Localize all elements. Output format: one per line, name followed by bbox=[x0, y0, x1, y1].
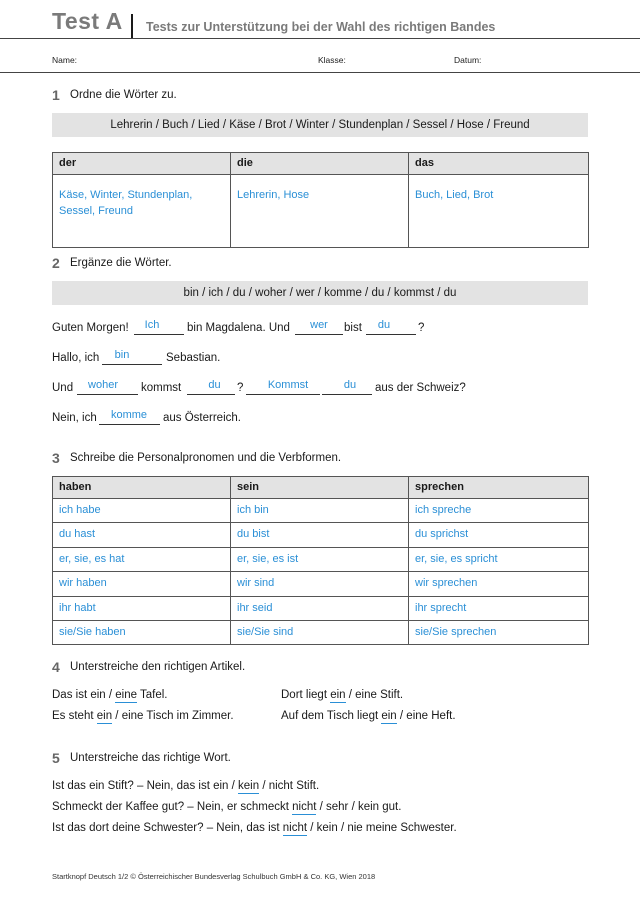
answer-das bbox=[409, 175, 589, 248]
fill-8: du bbox=[343, 379, 357, 391]
cell-sein: wir sind bbox=[231, 572, 409, 596]
t2-line1-text-b: bin Magdalena. Und bbox=[187, 322, 290, 334]
cell-sein: er, sie, es ist bbox=[231, 547, 409, 571]
cell-sprechen: wir sprechen bbox=[409, 572, 589, 596]
t4-sentence-2: Es steht ein / eine Tisch im Zimmer. bbox=[52, 710, 234, 722]
cell-sein: sie/Sie sind bbox=[231, 620, 409, 644]
task-4-instruction: Unterstreiche den richtigen Artikel. bbox=[70, 661, 246, 673]
cell-haben: ich habe bbox=[53, 499, 231, 523]
fill-2: wer bbox=[310, 319, 328, 331]
task-3-instruction: Schreibe die Personalpronomen und die Verbformen. bbox=[70, 452, 342, 464]
test-title: Test A bbox=[52, 8, 123, 34]
t2-line2-text-a: Hallo, ich bbox=[52, 352, 100, 364]
cell-haben: wir haben bbox=[53, 572, 231, 596]
cell-haben: du hast bbox=[53, 523, 231, 547]
table-row bbox=[53, 523, 589, 547]
blank-6[interactable] bbox=[187, 394, 235, 395]
class-label: Klasse: bbox=[318, 55, 346, 65]
fill-7: Kommst bbox=[267, 379, 309, 391]
table-row bbox=[53, 620, 589, 644]
selected-article[interactable]: ein bbox=[330, 689, 346, 701]
meta-rule bbox=[0, 72, 640, 73]
task-1-instruction: Ordne die Wörter zu. bbox=[70, 89, 177, 101]
header-der: der bbox=[53, 153, 231, 175]
blank-7[interactable] bbox=[246, 394, 320, 395]
header-sein: sein bbox=[231, 477, 409, 499]
table-row bbox=[53, 499, 589, 523]
blank-9[interactable] bbox=[99, 424, 160, 425]
header-rule bbox=[0, 38, 640, 39]
task-1-table bbox=[52, 152, 589, 248]
task-5-instruction: Unterstreiche das richtige Wort. bbox=[70, 752, 231, 764]
date-label: Datum: bbox=[454, 55, 482, 65]
fill-6: du bbox=[208, 379, 221, 391]
cell-sprechen: ihr sprecht bbox=[409, 596, 589, 620]
table-row bbox=[53, 547, 589, 571]
footer-copyright: Startknopf Deutsch 1/2 © Österreichischer Bundesverlag Schulbuch GmbH & Co. KG, Wien 2018 bbox=[52, 872, 376, 881]
blank-5[interactable] bbox=[77, 394, 138, 395]
header-sprechen: sprechen bbox=[409, 477, 589, 499]
answer-das-text: Buch, Lied, Brot bbox=[415, 189, 494, 201]
fill-3: du bbox=[377, 319, 391, 331]
answer-der-line-1: Käse, Winter, Stundenplan, bbox=[59, 189, 193, 201]
table-row bbox=[53, 572, 589, 596]
t2-line3-text-c: ? bbox=[237, 382, 244, 394]
cell-sein: ich bin bbox=[231, 499, 409, 523]
t2-line4-text-a: Nein, ich bbox=[52, 412, 97, 424]
page-subtitle: Tests zur Unterstützung bei der Wahl des richtigen Bandes bbox=[146, 20, 496, 34]
selected-article[interactable]: eine bbox=[115, 689, 138, 701]
header-das: das bbox=[409, 153, 589, 175]
cell-sprechen: ich spreche bbox=[409, 499, 589, 523]
t2-line1-text-c: bist bbox=[344, 322, 362, 334]
cell-haben: ihr habt bbox=[53, 596, 231, 620]
selected-article[interactable]: ein bbox=[381, 710, 397, 722]
task-1-number: 1 bbox=[52, 87, 60, 103]
cell-sprechen: sie/Sie sprechen bbox=[409, 620, 589, 644]
fill-5: woher bbox=[88, 379, 118, 391]
blank-8[interactable] bbox=[322, 394, 372, 395]
answer-die-text: Lehrerin, Hose bbox=[237, 189, 310, 201]
header-die: die bbox=[231, 153, 409, 175]
task-2-number: 2 bbox=[52, 255, 60, 271]
t4-sentence-3: Dort liegt ein / eine Stift. bbox=[281, 689, 404, 701]
cell-haben: sie/Sie haben bbox=[53, 620, 231, 644]
selected-word[interactable]: nicht bbox=[292, 801, 317, 813]
task-4-number: 4 bbox=[52, 659, 60, 675]
blank-4[interactable] bbox=[102, 364, 162, 365]
task-5-number: 5 bbox=[52, 750, 60, 766]
t2-line4-text-b: aus Österreich. bbox=[163, 412, 241, 424]
t4-sentence-4: Auf dem Tisch liegt ein / eine Heft. bbox=[281, 710, 456, 722]
cell-sprechen: er, sie, es spricht bbox=[409, 547, 589, 571]
selected-word[interactable]: kein bbox=[238, 780, 260, 792]
blank-1[interactable] bbox=[134, 334, 184, 335]
task-2-word-bank: bin / ich / du / woher / wer / komme / du / kommst / du bbox=[52, 281, 588, 305]
fill-9: komme bbox=[110, 409, 148, 421]
t2-line3-text-d: aus der Schweiz? bbox=[375, 382, 466, 394]
task-3-table bbox=[52, 476, 589, 645]
t2-line3-text-a: Und bbox=[52, 382, 74, 394]
name-label: Name: bbox=[52, 55, 78, 65]
t2-line3-text-b: kommst bbox=[141, 382, 182, 394]
task-1-word-bank: Lehrerin / Buch / Lied / Käse / Brot / Winter / Stundenplan / Sessel / Hose / Freund bbox=[52, 113, 588, 137]
t5-sentence-2: Schmeckt der Kaffee gut? – Nein, er schmeckt nicht / sehr / kein gut. bbox=[52, 801, 402, 813]
t5-sentence-1: Ist das ein Stift? – Nein, das ist ein / kein / nicht Stift. bbox=[52, 780, 320, 792]
fill-1: Ich bbox=[144, 319, 160, 331]
fill-4: bin bbox=[114, 349, 130, 361]
table-row bbox=[53, 596, 589, 620]
blank-3[interactable] bbox=[366, 334, 416, 335]
answer-die bbox=[231, 175, 409, 248]
task-2-instruction: Ergänze die Wörter. bbox=[70, 257, 172, 269]
cell-sprechen: du sprichst bbox=[409, 523, 589, 547]
selected-word[interactable]: nicht bbox=[282, 822, 308, 834]
t5-sentence-3: Ist das dort deine Schwester? – Nein, das ist nicht / kein / nie meine Schwester. bbox=[52, 822, 457, 834]
task-3-number: 3 bbox=[52, 450, 60, 466]
selected-article[interactable]: ein bbox=[96, 710, 113, 722]
title-divider bbox=[131, 14, 133, 38]
cell-sein: du bist bbox=[231, 523, 409, 547]
header-haben: haben bbox=[53, 477, 231, 499]
answer-der-line-2: Sessel, Freund bbox=[59, 205, 133, 217]
cell-sein: ihr seid bbox=[231, 596, 409, 620]
t4-sentence-1: Das ist ein / eine Tafel. bbox=[52, 689, 168, 701]
blank-2[interactable] bbox=[295, 334, 343, 335]
cell-haben: er, sie, es hat bbox=[53, 547, 231, 571]
t2-line1-text-d: ? bbox=[418, 322, 425, 334]
t2-line1-text-a: Guten Morgen! bbox=[52, 322, 129, 334]
answer-der bbox=[53, 175, 231, 248]
t2-line2-text-b: Sebastian. bbox=[166, 352, 221, 364]
